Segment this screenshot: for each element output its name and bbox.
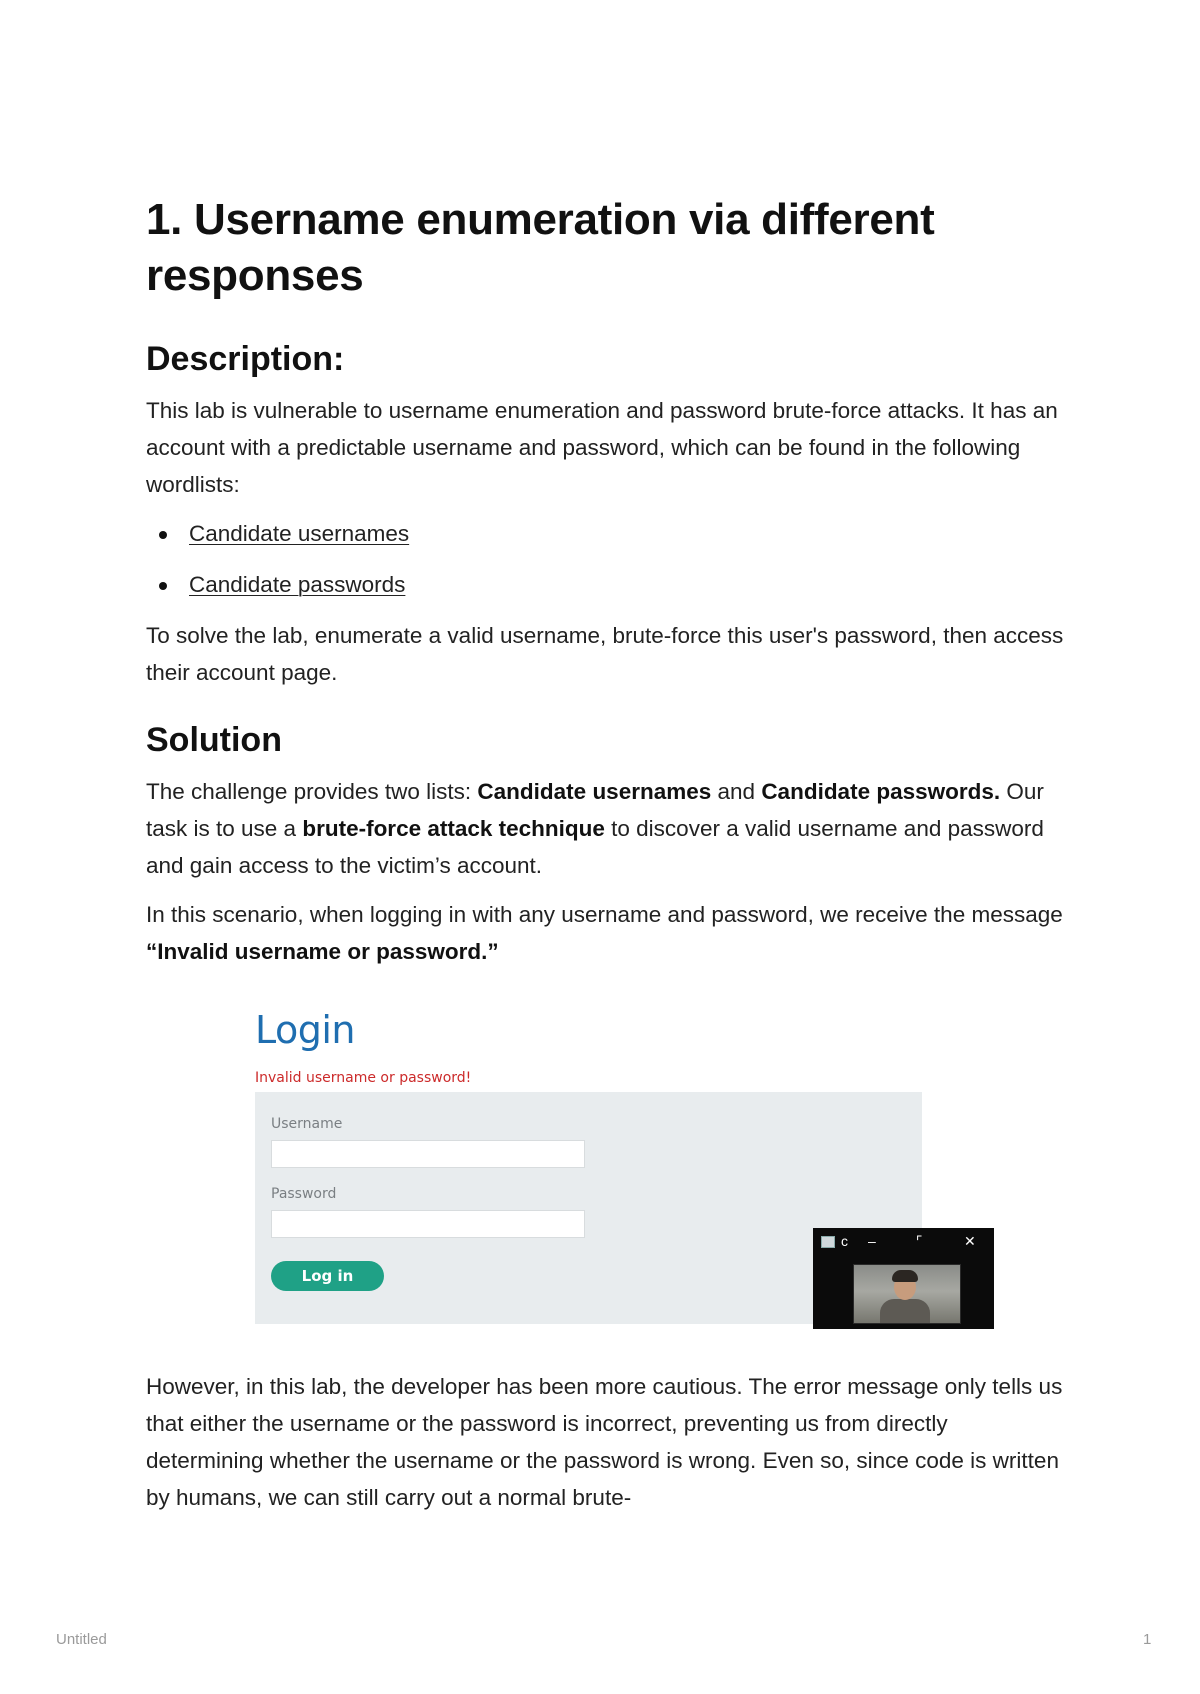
- close-icon: ✕: [964, 1233, 976, 1249]
- list-item: [146, 566, 1066, 603]
- webcam-overlay: [813, 1228, 994, 1329]
- solution-heading: Solution: [146, 721, 282, 759]
- bold-text: Candidate passwords.: [761, 779, 1001, 804]
- person-hair: [892, 1270, 918, 1282]
- username-label: Username: [271, 1116, 343, 1132]
- login-screenshot: [146, 1008, 1066, 1328]
- footer-document-name: Untitled: [56, 1631, 107, 1648]
- maximize-icon: ⌜: [916, 1233, 923, 1249]
- candidate-passwords-link[interactable]: Candidate passwords: [189, 572, 406, 597]
- person-body: [880, 1299, 930, 1324]
- wordlist-links: [146, 515, 1066, 603]
- bold-text: “Invalid username or password.”: [146, 939, 499, 964]
- login-button: Log in: [271, 1261, 384, 1291]
- text: In this scenario, when logging in with any username and password, we receive the message: [146, 902, 1063, 927]
- text: The challenge provides two lists:: [146, 779, 478, 804]
- description-paragraph: This lab is vulnerable to username enumeration and password brute-force attacks. It has an account with a predictable username and password, which can be found in the following wordlists:: [146, 398, 1058, 497]
- cam-control-label: c: [841, 1233, 848, 1249]
- bold-text: brute-force attack technique: [302, 816, 605, 841]
- password-field: [271, 1210, 585, 1238]
- footer-page-number: 1: [1143, 1631, 1152, 1648]
- login-error-message: Invalid username or password!: [255, 1070, 472, 1086]
- password-label: Password: [271, 1186, 337, 1202]
- webcam-video: [853, 1264, 961, 1324]
- minimize-icon: –: [868, 1233, 876, 1249]
- login-title: Login: [255, 1008, 356, 1052]
- description-heading: Description:: [146, 340, 345, 378]
- text: to discover a valid username and password and gain access to the victim’s account.: [146, 816, 1044, 878]
- description-goal: To solve the lab, enumerate a valid username, brute-force this user's password, then access their account page.: [146, 623, 1064, 685]
- solution-paragraph-2: [146, 896, 1066, 970]
- page-title: 1. Username enumeration via different responses: [146, 195, 935, 300]
- document-page: [146, 192, 1066, 1528]
- webcam-titlebar: [813, 1228, 994, 1254]
- text: and: [711, 779, 762, 804]
- candidate-usernames-link[interactable]: Candidate usernames: [189, 521, 410, 546]
- solution-paragraph-3: However, in this lab, the developer has been more cautious. The error message only tells us that either the username or the password is incorrect, preventing us from directly determining whether the username or the password is wrong. Even so, since code is written by humans, we can still carry out a normal brute-: [146, 1374, 1063, 1510]
- username-field: [271, 1140, 585, 1168]
- list-item: [146, 515, 1066, 552]
- bold-text: Candidate usernames: [477, 779, 712, 804]
- app-icon: [821, 1236, 835, 1248]
- solution-paragraph-1: [146, 773, 1066, 884]
- text: Our task is to use a: [146, 779, 1044, 841]
